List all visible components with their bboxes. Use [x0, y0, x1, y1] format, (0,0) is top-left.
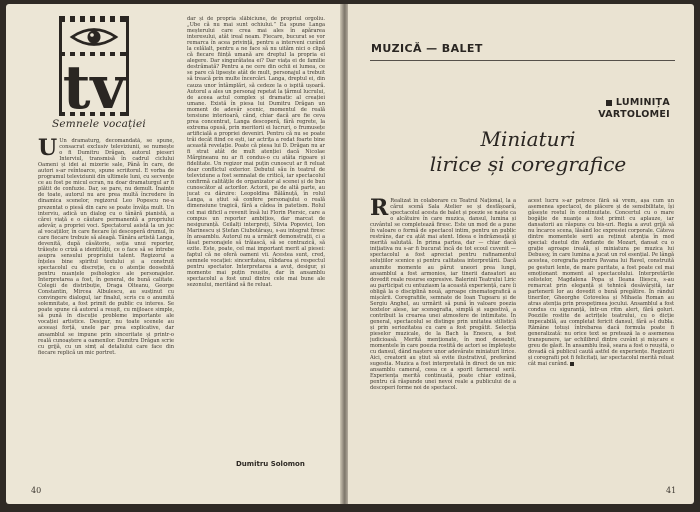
square-bullet-icon [606, 100, 612, 106]
left-article-column-2 [187, 16, 325, 454]
left-article-column-1 [38, 138, 174, 478]
left-col2-text: dar și de propria slăbiciune, de propriul orgoliu. „Ube că nu mai sunt ochiului.” Ea spune Langa meșterului care crea mai ales în apărarea interesului, atât ireal neam. Fiecare, bucurat se vor remarca în acea privință, pentru a interveni curând la celălalt, pentru a ne face să nu uităm nici o clipă că fiecare ființă umană are dreptul la propria ei alegere. Dar singurătatea ei? Dar viața ei de familie destrămată? Pentru a ne cere din ochii ei lumea, ce se pare că lipsește atât de mult, personajul a trebuit să treacă prin multe încercări. Langa, dreptul ei, din cauza unor întâmplări, să cedeze la o ispită ușoară. Autorul a ales un personaj repetat la țărmul lucrului, de aceea actul complex și dramatic al creației umane. Există în piesa lui Dumitru Drăgan un moment de adevăr scenic, momentul de reală tensiune interioară, când, chiar dacă are fie ceva prea concentrat, Langa descoperă, fără regrete, la extrema opusă, prin meritorii ei lucruri, o frumusețe artificială a propriei deveniri. Pentru că nu se poate trăi decât fiind ce ești, iar actrița a redat foarte bine această revelație. Poate că piesa lui D. Drăgan nu ar fi strat atât de mult atenției dacă Nicolae Mărgineanu nu ar fi condus-o cu atâta rigoare și fidelitate. Un regizor mai puțin cunoscut ar fi reluat doar conflictul exterior. Debutul său în teatrul de televiziune a fost semnalat de critică, iar spectacolul confirmă calitățile de organizator al scenei și de bun cunoscător al actorilor. Actorii, pe de altă parte, au jucat cu dăruire: Leopoldina Bălănuță, în rolul Langa, a știut să confere personajului o reală dimensiune tragică, fără a cădea în patetism. Rolul cel mai dificil a revenit însă lui Florin Piersic, care a compus un reporter ambițios, dar marcat de nesiguranță. Ceilalți interpreți, Silvia Popovici, Ion Marinescu și Ștefan Ciubotărașu, s-au integrat firesc în ansamblu. Autorul nu a urmărit demonstrații, ci a lăsat personajele să trăiască, să se contrazică, să ezite. Este, poate, cel mai important merit al piesei: faptul că ne oferă oameni vii. Acestea sunt, cred, semnele vocației: sinceritatea, răbdarea și respectul pentru spectator. Interpretarea a avut, desigur, și momente mai puțin reușite, dar în ansamblu spectacolul a fost unul dintre cele mai bune ale sezonului, meritând să fie reluat. [187, 16, 325, 289]
logo-text: tv [62, 53, 126, 116]
left-col1-text: Un dramaturg, decomandată, se spune, consacrat exclusiv televiziunii, se numește o fi Dumitru Drăgan, autorul pieseri Interviul, transmisă în cadrul ciclului Oameni și idei ai mizerie sale, Până în care, de autori s-ar reîntoarce, spune scriitorul. E vorba de programul televiziunii din ultimele luni, cu secvențe ce au fost pe micul ecran, nu doar dramaturgul ar fi plătit de confuzie. Dar, se pare, nu demult. Înainte de toate, autorul nu are prea multă încredere în dinamica scenelor, regizorul Leo Popescu ne-a prezentat o piesă din care se poate învăța mult. Un interviu, adică un dialog cu o tânără pianistă, a cărei viață e o căutare permanentă a propriului adevăr, a propriei voci. Spectatorul asistă la un joc al vocațiilor, în care fiecare își descoperă drumul, în care fiecare trebuie să aleagă. Tânăra artistă Langa, devenită, după căsătorie, soția unui reporter, trăiește o criză a identității, ce o face să se întrebe asupra sensului propriului talent. Regizorul a înțeles bine spiritul textului și a construit spectacolul cu discreție, cu o atenție deosebită pentru nuanțele psihologice ale personajelor. Interpretarea a fost, în general, de bună calitate. Colegii de distribuție, Draga Olteanu, George Constantin, Mircea Albulescu, au susținut cu convingere dialogul, iar finalul, scris cu o anumită solemnitate, a fost primit de public cu interes. Se poate spune că autorul a reușit, cu mijloace simple, să pună în discuție probleme importante ale vocației artistice. Desigur, nu toate scenele au aceeași forță, unele par prea explicative, dar ansamblul se impune prin sinceritate și printr-o reală cunoaștere a oamenilor. Dumitru Drăgan scrie cu grijă, cu un simț al detaliului care face din fiecare replică un mic portret. [38, 138, 174, 356]
article-byline [598, 97, 670, 121]
page-number-left: 40 [31, 486, 42, 495]
end-mark-icon [570, 362, 574, 366]
byline-first-name: LUMINIȚA [615, 97, 670, 108]
article-title-line1: Miniaturi [480, 127, 576, 151]
page-number-right: 41 [666, 486, 677, 495]
byline-last-name: VARTOLOMEI [598, 109, 670, 120]
right-col2-text: acest lucru s-ar petrece fără să vrem, așa cum un asemenea spectacol, de plăcere și de sensibilitate, își găsește rostul în continuitate. Concertul cu o mare bogăție de nuanțe a fost primit cu aplauze, iar dansatorii au răspuns cu bis-uri. Regia a avut grijă să nu încarce scena, lăsând loc expresiei corporale. Câteva dintre momentele serii au reținut atenția în mod special: duetul din Andante de Mozart, dansat cu o grație aproape ireală, și miniatura pe muzica lui Debussy, în care lumina a jucat un rol esențial. Pe lângă acestea, coregrafia pentru Pavana lui Ravel, construită pe gesturi lente, de mare puritate, a fost poate cel mai emoționant moment al spectacolului. Interpretările solistelor, Magdalena Popa și Ileana Iliescu, s-au remarcat prin eleganță și tehnică desăvârșită, iar partenerii lor au dovedit o bună pregătire. În rândul tinerilor, Gheorghe Cotovelea și Mihaela Roman au atras atenția prin prospețimea jocului. Ansamblul a fost condus cu siguranță, într-un ritm alert, fără goluri. Poeziile rostite de actrițele teatrului, cu o dicție impecabilă, au completat fericit dansul, fără a-l dubla. Rămâne totuși întrebarea dacă formula poate fi generalizată: nu orice text se pretează la o asemenea transpunere, iar echilibrul dintre cuvânt și mișcare e greu de găsit. În ansamblu însă, seara a fost o reușită, o dovadă că publicul caută astfel de experiențe. Regizorii și coregrafii pot fi felicitați, iar spectacolul merită reluat cât mai curând. [528, 198, 674, 368]
drop-cap: U [38, 138, 58, 161]
tv-logo [56, 16, 132, 116]
right-col1-text: Realizat în colaborare cu Teatrul Național, la a cărui scenă Sala Atelier se și desfășoară, spectacolul acesta de balet și poezie se naște ca o alcătuire în care muzica, dansul, lumina și cuvântul se completează firesc. Este un mod de a pune în valoare o formă de spectacol intim, pentru un public restrâns, dar cu atât mai atent. Ideea e îndrăzneață și merită salutată. În prima partea, dar — chiar dacă inițiativa nu s-ar fi bucurat încă de tot ecoul cuvenit — spectacolul a fost apreciat pentru rafinamentul soluțiilor scenice și pentru calitatea interpretării. Dacă anumite momente au părut uneori prea lungi, ansamblul a fost armonios, iar tinerii dansatori au dovedit reale resurse expresive. Balerinii Teatrului Liric au participat cu entuziasm la această experiență, care îi obligă la o disciplină nouă, aproape cinematografică a mișcării. Coregrafiile, semnate de Ioan Tugearu și de Sergiu Anghel, au urmărit să pună în valoare poezia textelor alese, iar scenografia, simplă și sugestivă, a contribuit la crearea unei atmosfere de intimitate. În general, spectacolul se distinge prin unitatea stilistică și prin seriozitatea cu care a fost pregătit. Selecția pieselor muzicale, de la Bach la Enescu, a fost judicioasă. Merită menționate, în mod deosebit, momentele în care poezia rostită de actori se împletește cu dansul, dând naștere unor adevărate miniaturi lirice. Aici, creatorii au știut să evite ilustrativul, preferând sugestia. Muzica a fost interpretată în direct de un mic ansamblu cameral, ceea ce a sporit farmecul serii. Experiența merită continuată, poate chiar extinsă, pentru că răspunde unei nevoi reale a publicului de a descoperi forme noi de spectacol. [370, 198, 516, 392]
article-author: Dumitru Solomon [236, 460, 305, 468]
right-article-column-1 [370, 198, 516, 482]
section-divider [370, 60, 675, 61]
right-page [348, 4, 694, 504]
drop-cap-right: R [370, 198, 389, 221]
column-caption: Semnele vocației [52, 118, 146, 130]
article-title-line2: lirice și coregrafice [429, 152, 627, 176]
left-page [6, 4, 342, 504]
section-header: MUZICĂ — BALET [371, 42, 483, 55]
right-article-column-2 [528, 198, 674, 474]
